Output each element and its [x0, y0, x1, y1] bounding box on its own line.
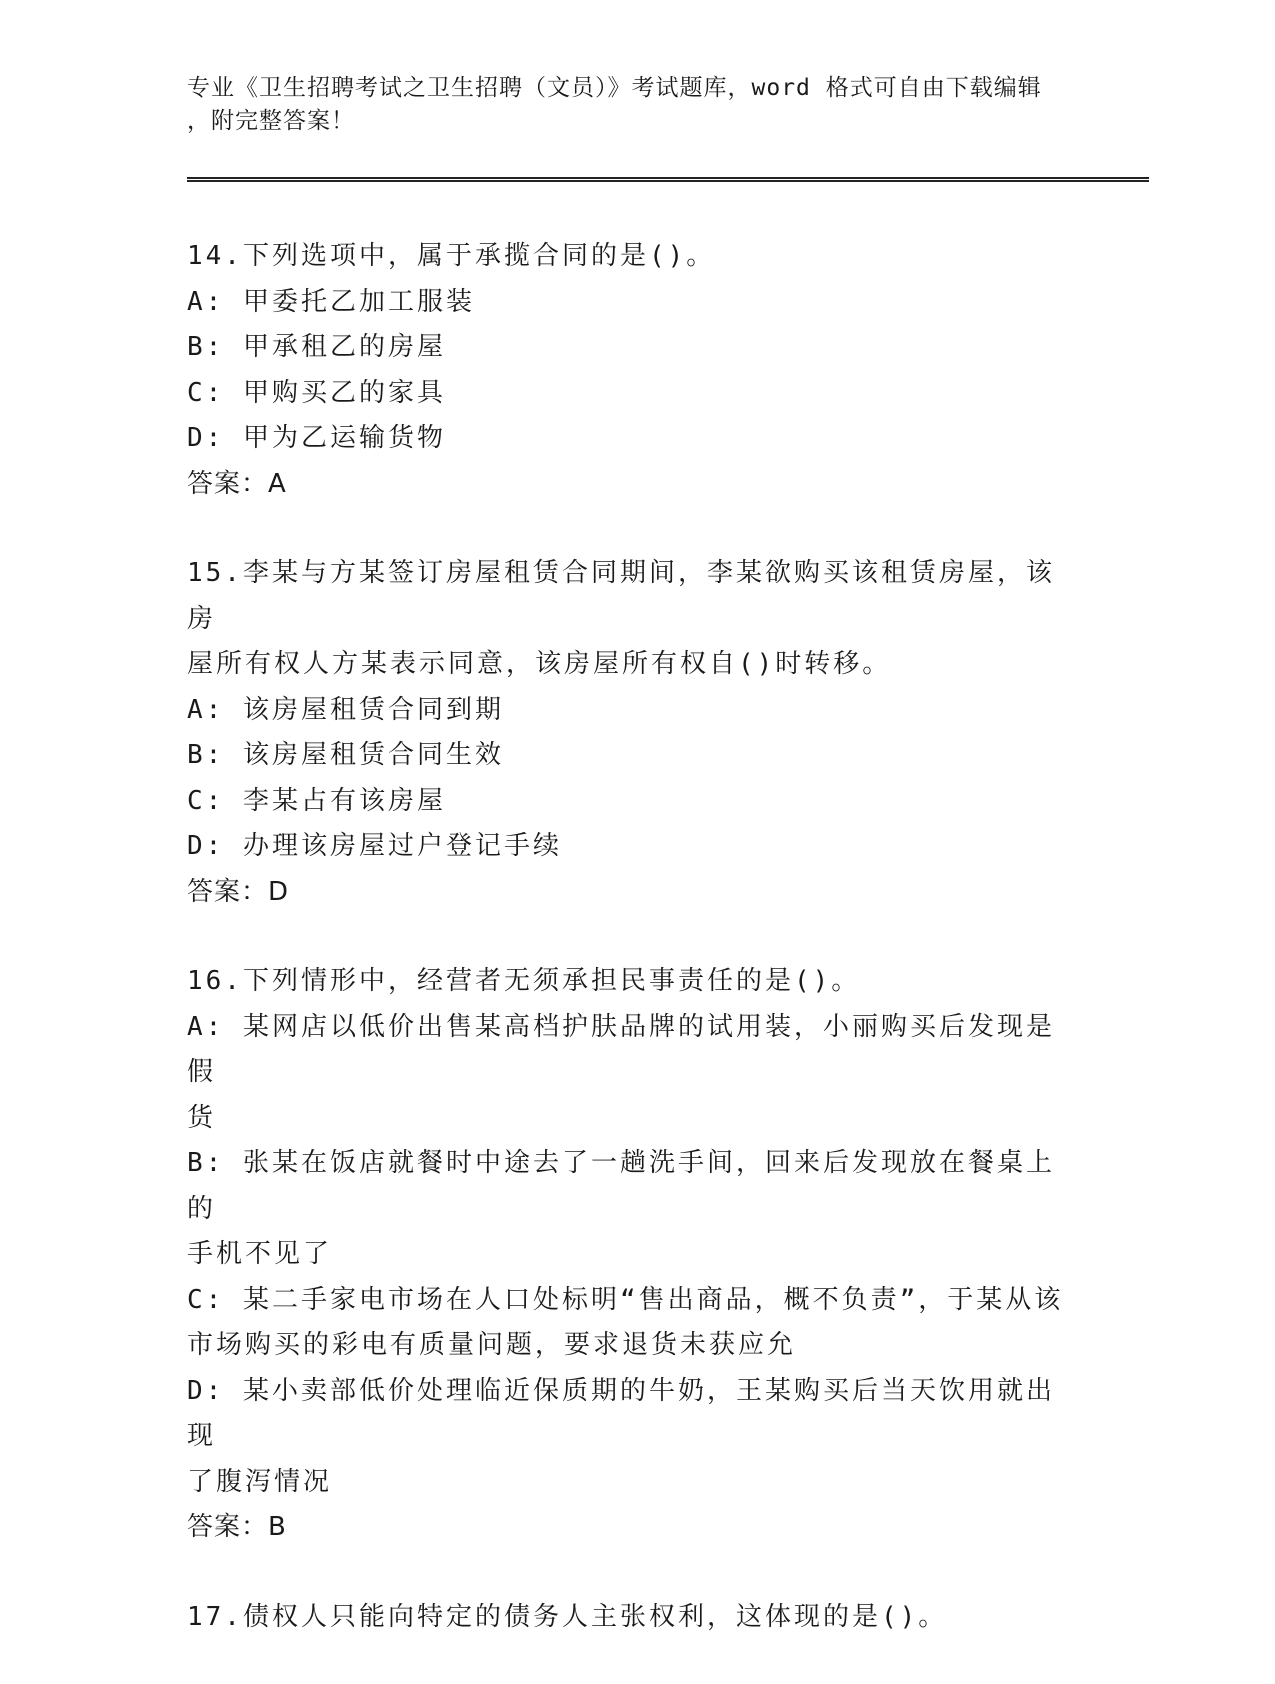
option-text: 货	[187, 1102, 217, 1133]
option-text: A: 某网店以低价出售某高档护肤品牌的试用装，小丽购买后发现是假	[187, 1011, 1055, 1087]
option-text: 手机不见了	[187, 1239, 333, 1269]
option-text: D: 某小卖部低价处理临近保质期的牛奶，王某购买后当天饮用就出现	[187, 1375, 1055, 1451]
answer-option	[187, 1005, 1067, 1142]
question-stem: 屋所有权人方某表示同意，该房屋所有权自()时转移。	[187, 649, 892, 679]
answer-option	[187, 1278, 1067, 1369]
question-stem: 16.下列情形中，经营者无须承担民事责任的是()。	[187, 966, 861, 996]
question-stem: 17.债权人只能向特定的债务人主张权利，这体现的是()。	[187, 1601, 948, 1632]
option-text: 市场购买的彩电有质量问题，要求退货未获应允	[187, 1330, 797, 1360]
option-text: B: 该房屋租赁合同生效	[187, 740, 504, 770]
option-text: 了腹泻情况	[187, 1466, 333, 1497]
answer-option	[187, 688, 1067, 734]
answer-option	[187, 1141, 1067, 1278]
option-text: C: 某二手家电市场在人口处标明“售出商品，概不负责”，于某从该	[187, 1284, 1064, 1315]
question-block	[187, 234, 1067, 507]
question-block	[187, 551, 1067, 915]
option-text: B: 张某在饭店就餐时中途去了一趟洗手间，回来后发现放在餐桌上的	[187, 1148, 1055, 1224]
answer-option	[187, 325, 1067, 371]
answer-option	[187, 1369, 1067, 1506]
answer-key: 答案：D	[187, 876, 290, 907]
header-divider	[187, 177, 1149, 182]
answer-key: 答案：B	[187, 1512, 287, 1542]
header-line-2: ，附完整答案！	[187, 108, 355, 134]
option-text: B: 甲承租乙的房屋	[187, 332, 446, 362]
option-text: C: 甲购买乙的家具	[187, 377, 446, 408]
answer-option	[187, 371, 1067, 417]
option-text: C: 李某占有该房屋	[187, 785, 446, 816]
question-stem: 15.李某与方某签订房屋租赁合同期间，李某欲购买该租赁房屋，该房	[187, 558, 1055, 634]
document-header	[187, 72, 1067, 138]
answer-option	[187, 280, 1067, 326]
question-block	[187, 959, 1067, 1551]
option-text: A: 该房屋租赁合同到期	[187, 694, 504, 725]
question-list	[187, 234, 1067, 1684]
answer-option	[187, 824, 1067, 870]
answer-key: 答案：A	[187, 468, 287, 499]
answer-option	[187, 416, 1067, 462]
answer-option	[187, 733, 1067, 779]
header-line-1: 专业《卫生招聘考试之卫生招聘（文员）》考试题库，word 格式可自由下载编辑	[187, 75, 1042, 101]
option-text: A: 甲委托乙加工服装	[187, 286, 475, 317]
option-text: D: 办理该房屋过户登记手续	[187, 831, 562, 861]
option-text: D: 甲为乙运输货物	[187, 423, 446, 453]
question-stem: 14.下列选项中，属于承揽合同的是()。	[187, 241, 716, 271]
answer-option	[187, 779, 1067, 825]
question-block	[187, 1595, 1067, 1641]
